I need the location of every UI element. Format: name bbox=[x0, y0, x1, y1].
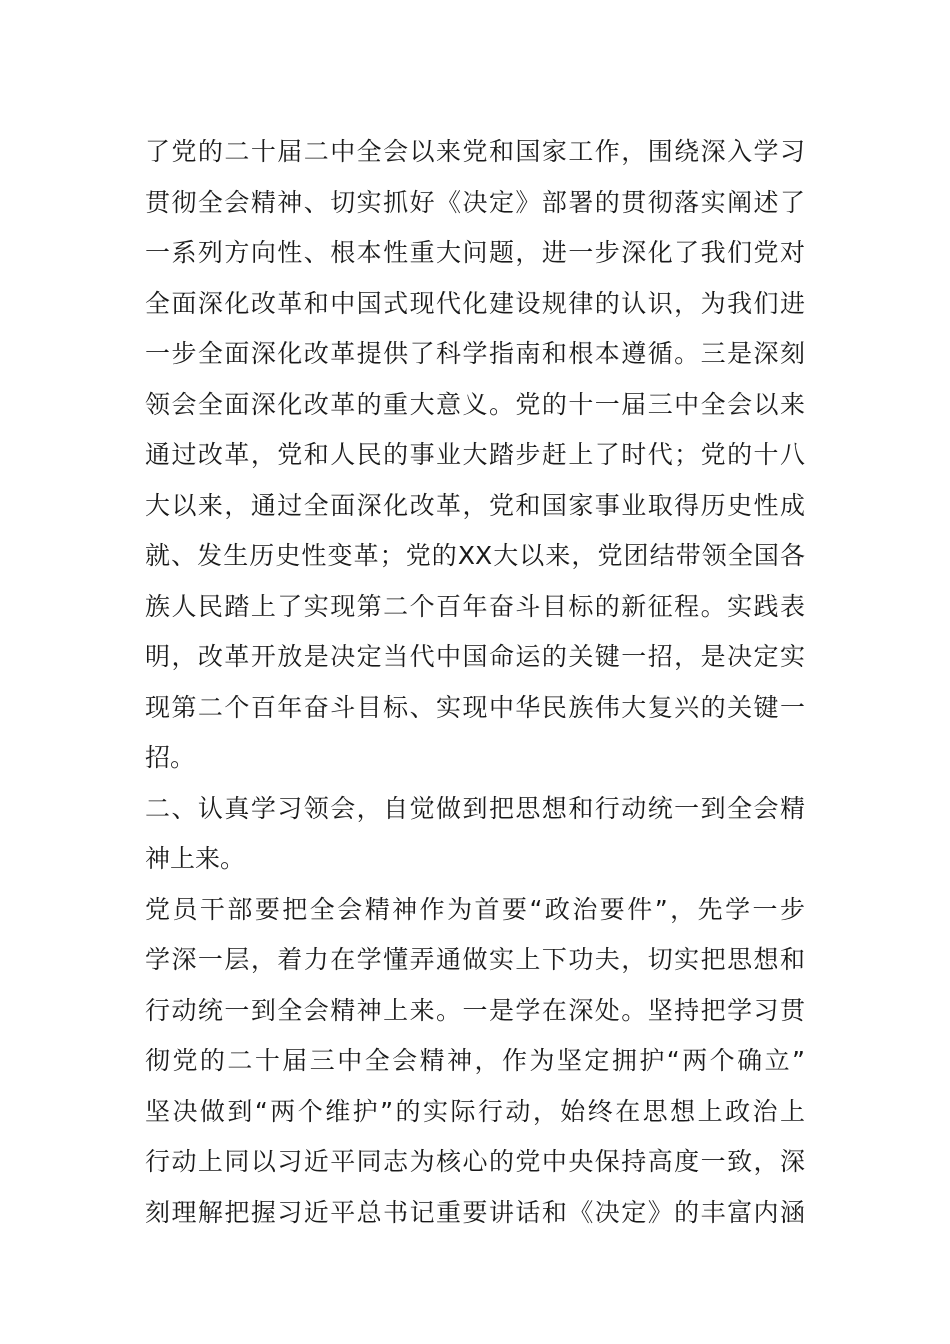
text-line: 贯彻全会精神、切实抓好《决定》部署的贯彻落实阐述了 bbox=[145, 187, 805, 217]
text-line: 刻理解把握习近平总书记重要讲话和《决定》的丰富内涵 bbox=[145, 1197, 805, 1227]
text-line: 了党的二十届二中全会以来党和国家工作，围绕深入学习 bbox=[145, 137, 805, 166]
text-line: 就、发生历史性变革；党的XX大以来，党团结带领全国各 bbox=[145, 541, 805, 570]
section-heading-line: 二、认真学习领会，自觉做到把思想和行动统一到全会精 bbox=[145, 793, 805, 823]
text-line: 行动统一到全会精神上来。一是学在深处。坚持把学习贯 bbox=[145, 995, 805, 1025]
text-line: 全面深化改革和中国式现代化建设规律的认识，为我们进 bbox=[145, 288, 805, 318]
text-line: 行动上同以习近平同志为核心的党中央保持高度一致，深 bbox=[145, 1147, 805, 1176]
text-line: 族人民踏上了实现第二个百年奋斗目标的新征程。实践表 bbox=[145, 591, 805, 621]
text-line: 招。 bbox=[145, 743, 196, 772]
text-line: 通过改革，党和人民的事业大踏步赶上了时代；党的十八 bbox=[145, 440, 805, 469]
text-line: 现第二个百年奋斗目标、实现中华民族伟大复兴的关键一 bbox=[145, 692, 805, 722]
text-line: 明，改革开放是决定当代中国命运的关键一招，是决定实 bbox=[145, 642, 805, 671]
text-line: 一步全面深化改革提供了科学指南和根本遵循。三是深刻 bbox=[145, 339, 805, 368]
text-line: 一系列方向性、根本性重大问题，进一步深化了我们党对 bbox=[145, 238, 805, 267]
text-line: 大以来，通过全面深化改革，党和国家事业取得历史性成 bbox=[145, 490, 805, 520]
text-line: 党员干部要把全会精神作为首要“政治要件”，先学一步 bbox=[145, 894, 805, 924]
text-line: 坚决做到“两个维护”的实际行动，始终在思想上政治上 bbox=[145, 1096, 805, 1126]
section-heading-line: 神上来。 bbox=[145, 844, 246, 873]
document-body bbox=[145, 127, 805, 1238]
text-line: 领会全面深化改革的重大意义。党的十一届三中全会以来 bbox=[145, 389, 805, 419]
text-line: 彻党的二十届三中全会精神，作为坚定拥护“两个确立” bbox=[145, 1046, 805, 1075]
text-line: 学深一层，着力在学懂弄通做实上下功夫，切实把思想和 bbox=[145, 945, 805, 974]
